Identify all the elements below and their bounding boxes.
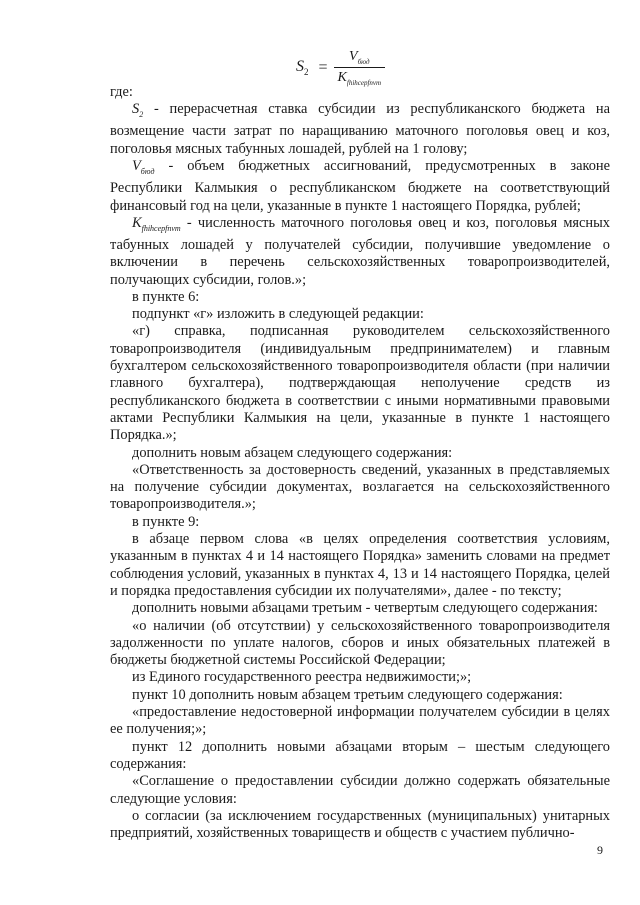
paragraph-text: пункт 10 дополнить новым абзацем третьим следующего содержания: [132, 686, 563, 703]
paragraph [110, 215, 610, 289]
paragraph [110, 669, 610, 686]
variable-symbol: $S_2$ [132, 101, 144, 120]
paragraph [110, 618, 610, 670]
paragraph-text: «о наличии (об отсутствии) у сельскохозяйственного товаропроизводителя задолженности по уплате налогов, сборов и иных обязательных платежей в бюджеты бюджетной системы Российской Федерации; [110, 617, 610, 669]
paragraph-text: подпункт «г» изложить в следующей редакции: [132, 306, 424, 323]
formula-equals: = [318, 59, 328, 76]
paragraph [110, 84, 610, 101]
formula-fraction [334, 49, 386, 87]
paragraph [110, 739, 610, 774]
paragraph-text: «предоставление недостоверной информации получателем субсидии в целях ее получения;»; [110, 704, 610, 738]
paragraph [110, 773, 610, 808]
paragraph-text: где: [110, 84, 133, 100]
paragraph-text: в пункте 9: [132, 513, 200, 530]
paragraph [110, 323, 610, 444]
paragraph [110, 101, 610, 158]
paragraph-text: из Единого государственного реестра недвижимости;»; [132, 669, 472, 686]
document-body [110, 84, 610, 842]
paragraph [110, 445, 610, 462]
paragraph-text: пункт 12 дополнить новыми абзацами вторым – шестым следующего содержания: [110, 738, 610, 772]
variable-symbol: $K_{fhihcepfnvm}$ [132, 214, 181, 233]
formula [296, 48, 385, 88]
paragraph-text: - объем бюджетных ассигнований, предусмотренных в законе Республики Калмыкия о республиканском бюджете на соответствующий финансовый год на цели, указанные в пункте 1 настоящего Порядка, рублей; [110, 158, 610, 214]
paragraph [110, 704, 610, 739]
paragraph-text: «г) справка, подписанная руководителем сельскохозяйственного товаропроизводителя (индивидуальным предпринимателем) и главным бухгалтером сельскохозяйственного товаропроизводителя области (при наличии главного бухгалтера), подтверждающая неполучение средств из республиканского бюджета в соответствии с иными нормативными правовыми актами Республики Калмыкия на цели, указанные в пункте 1 настоящего Порядка.»; [110, 323, 610, 444]
paragraph [110, 289, 610, 306]
paragraph-text: дополнить новым абзацем следующего содержания: [132, 444, 453, 461]
formula-denominator: $K_{fhihcepfnvm}$ [334, 67, 386, 87]
formula-lhs: $S_2$ [296, 58, 309, 78]
paragraph-text: - численность маточного поголовья овец и коз, поголовья мясных табунных лошадей у получателей субсидии, получившие уведомление о включении в перечень сельскохозяйственных товаропроизводителей, получающих субсидии, голов.»; [110, 214, 610, 288]
paragraph [110, 158, 610, 215]
paragraph [110, 687, 610, 704]
formula-numerator: $V_{бюд}$ [349, 49, 370, 66]
paragraph [110, 808, 610, 843]
paragraph-text: в пункте 6: [132, 288, 200, 305]
page-number: 9 [597, 843, 603, 857]
paragraph [110, 462, 610, 514]
paragraph-text: «Ответственность за достоверность сведений, указанных в представляемых на получение субсидии документах, возлагается на сельскохозяйственного товаропроизводителя.»; [110, 461, 610, 513]
variable-symbol: $V_{бюд}$ [132, 158, 155, 176]
paragraph-text: о согласии (за исключением государственных (муниципальных) унитарных предприятий, хозяйственных товариществ и обществ с участием публично- [110, 807, 610, 842]
paragraph [110, 531, 610, 600]
paragraph [110, 600, 610, 617]
paragraph [110, 306, 610, 323]
paragraph-text: дополнить новыми абзацами третьим - четвертым следующего содержания: [132, 600, 598, 617]
paragraph-text: - перерасчетная ставка субсидии из республиканского бюджета на возмещение части затрат по наращиванию маточного поголовья овец и коз, поголовья мясных табунных лошадей, рублей на 1 голову; [110, 101, 610, 157]
paragraph-text: в абзаце первом слова «в целях определения соответствия условиям, указанным в пунктах 4 и 14 настоящего Порядка» заменить словами на предмет соблюдения условий, указанных в пунктах 4, 13 и 14 настоящего Порядка, целей и порядка предоставления субсидии их получателями», далее - по тексту; [110, 531, 610, 599]
paragraph-text: «Соглашение о предоставлении субсидии должно содержать обязательные следующие условия: [110, 773, 610, 807]
paragraph [110, 514, 610, 531]
